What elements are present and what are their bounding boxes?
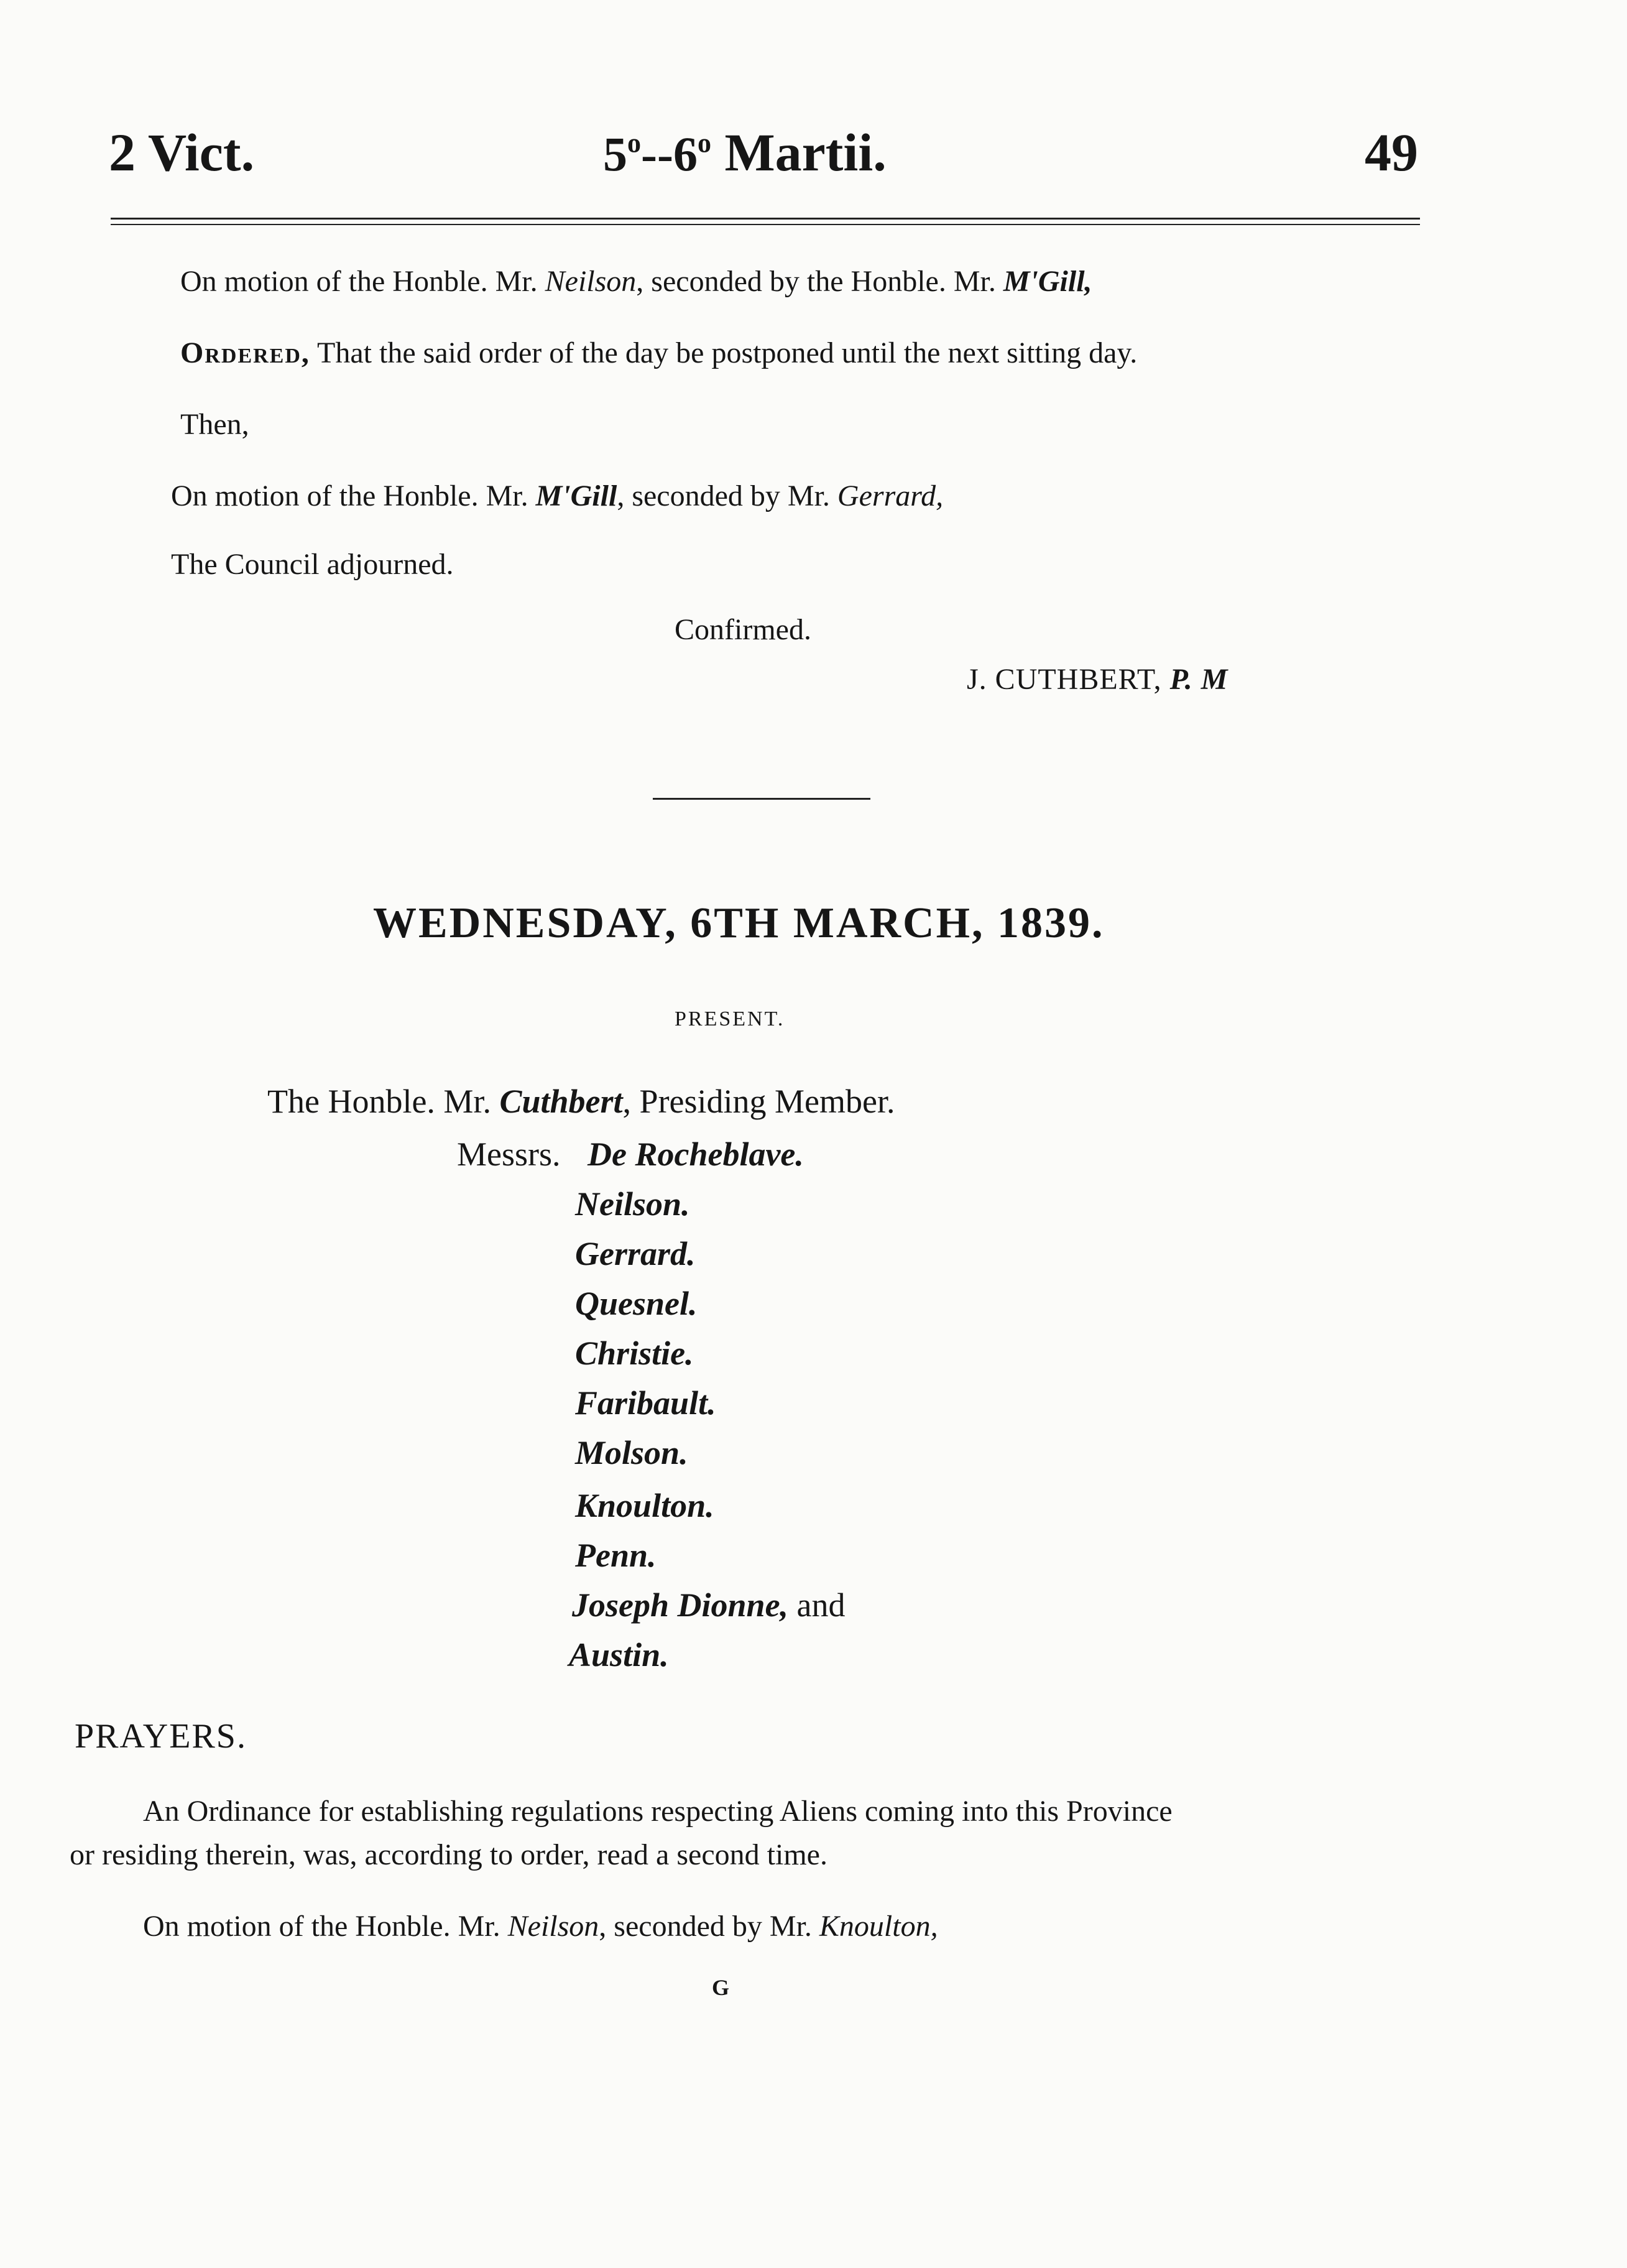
then-line: Then,	[180, 408, 249, 441]
signature-mark: G	[712, 1975, 730, 2000]
member-name: Penn.	[575, 1537, 657, 1574]
motion-line-2: On motion of the Honble. Mr. M'Gill, seconded by Mr. Gerrard,	[171, 479, 944, 512]
motion-line-1: On motion of the Honble. Mr. Neilson, seconded by the Honble. Mr. M'Gill,	[180, 265, 1092, 298]
page-number: 49	[1365, 123, 1418, 182]
header-rule-bottom	[111, 224, 1420, 225]
member-name: Gerrard.	[575, 1235, 696, 1272]
prayers-heading: PRAYERS.	[75, 1717, 247, 1756]
ordinance-paragraph-line-2: or residing therein, was, according to order, read a second time.	[70, 1838, 827, 1871]
member-name: Quesnel.	[575, 1285, 698, 1322]
member-name: Knoulton.	[575, 1487, 714, 1524]
confirmed-label: Confirmed.	[675, 613, 811, 646]
header-regnal-year: 2 Vict.	[109, 123, 255, 182]
section-divider	[653, 798, 870, 800]
member-name: Austin.	[569, 1636, 669, 1673]
motion-line-3: On motion of the Honble. Mr. Neilson, seconded by Mr. Knoulton,	[143, 1910, 938, 1943]
ordered-line: Ordered, That the said order of the day be postponed until the next sitting day.	[180, 336, 1138, 369]
member-name: De Rocheblave.	[588, 1136, 804, 1173]
member-name: Neilson.	[575, 1185, 690, 1223]
member-name: Molson.	[575, 1434, 688, 1471]
adjourned-line: The Council adjourned.	[171, 548, 454, 581]
member-name: Faribault.	[575, 1384, 716, 1422]
ordinance-paragraph-line-1: An Ordinance for establishing regulations respecting Aliens coming into this Province	[143, 1795, 1173, 1828]
member-line-dionne: Joseph Dionne, and	[572, 1586, 846, 1624]
signature-presiding-member: J. CUTHBERT, P. M	[967, 663, 1228, 696]
day-title: WEDNESDAY, 6TH MARCH, 1839.	[373, 899, 1105, 947]
member-name: Christie.	[575, 1335, 694, 1372]
presiding-member-line: The Honble. Mr. Cuthbert, Presiding Member.	[267, 1083, 895, 1120]
present-label: PRESENT.	[675, 1007, 785, 1030]
messrs-label: Messrs.	[457, 1136, 561, 1173]
header-rule-top	[111, 218, 1420, 220]
header-dates: 5$^o$--6$^o$ Martii.	[603, 123, 887, 182]
